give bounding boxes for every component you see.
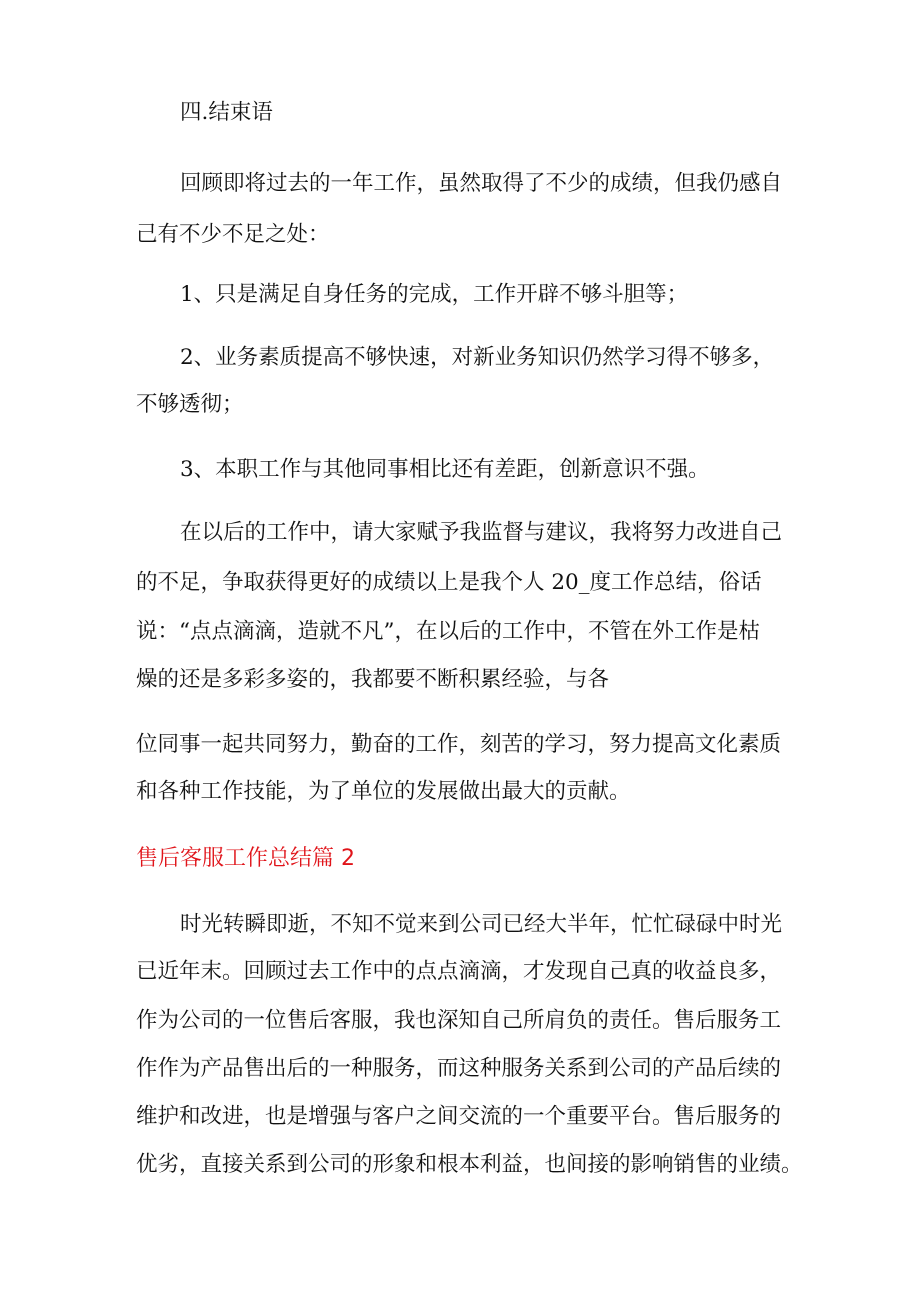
section-four-title: 四.结束语 bbox=[180, 100, 273, 125]
paragraph-line: 已近年末。回顾过去工作中的点点滴滴，才发现自己真的收益良多， bbox=[136, 959, 782, 984]
list-item-3: 3、本职工作与其他同事相比还有差距，创新意识不强。 bbox=[180, 457, 710, 482]
paragraph-line: 维护和改进，也是增强与客户之间交流的一个重要平台。售后服务的 bbox=[136, 1104, 782, 1129]
paragraph-line: 在以后的工作中，请大家赋予我监督与建议，我将努力改进自己 bbox=[180, 520, 783, 545]
paragraph-line: 位同事一起共同努力，勤奋的工作，刻苦的学习，努力提高文化素质 bbox=[136, 732, 782, 757]
paragraph-line: 的不足，争取获得更好的成绩以上是我个人 20_度工作总结，俗话 bbox=[136, 570, 762, 595]
section-heading: 售后客服工作总结篇 2 bbox=[136, 846, 355, 871]
paragraph-line: 作为公司的一位售后客服，我也深知自己所肩负的责任。售后服务工 bbox=[136, 1008, 782, 1033]
paragraph-line: 和各种工作技能，为了单位的发展做出最大的贡献。 bbox=[136, 779, 631, 804]
list-item-2-continuation: 不够透彻； bbox=[136, 392, 244, 417]
list-item-2: 2、业务素质提高不够快速，对新业务知识仍然学习得不够多， bbox=[180, 345, 775, 370]
paragraph-line: 燥的还是多彩多姿的，我都要不断积累经验，与各 bbox=[136, 667, 610, 692]
paragraph-line: 回顾即将过去的一年工作，虽然取得了不少的成绩，但我仍感自 bbox=[180, 171, 783, 196]
paragraph-line: 己有不少不足之处： bbox=[136, 222, 330, 247]
paragraph-line: 作作为产品售出后的一种服务，而这种服务关系到公司的产品后续的 bbox=[136, 1056, 782, 1081]
paragraph-line: 时光转瞬即逝，不知不觉来到公司已经大半年，忙忙碌碌中时光 bbox=[180, 912, 783, 937]
paragraph-line: 说：“点点滴滴，造就不凡”，在以后的工作中，不管在外工作是枯 bbox=[136, 619, 760, 644]
list-item-1: 1、只是满足自身任务的完成，工作开辟不够斗胆等； bbox=[180, 282, 689, 307]
paragraph-line: 优劣，直接关系到公司的形象和根本利益，也间接的影响销售的业绩。 bbox=[136, 1152, 803, 1177]
